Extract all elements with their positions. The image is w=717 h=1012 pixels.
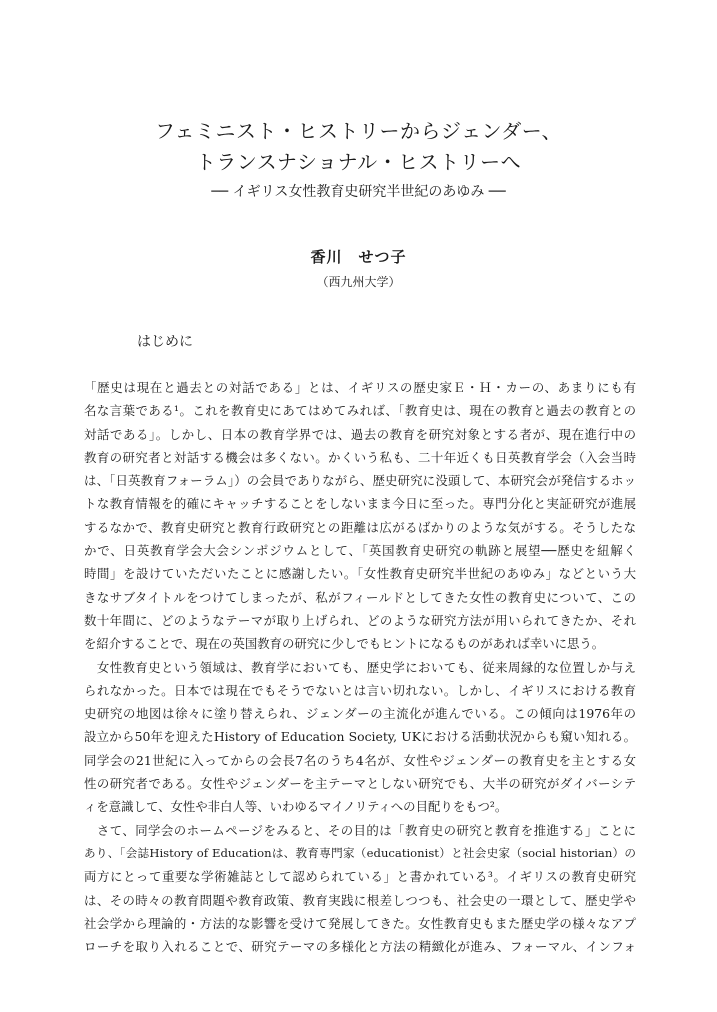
body-line: 設立から50年を迎えたHistory of Education Society, UKにおける活動状況からも窺い知れる。	[84, 729, 636, 745]
body-line: するなかで、教育史研究と教育行政研究との距離は広がるばかりのような気がする。そうしたな	[84, 519, 636, 535]
body-line: 両方にとって重要な学術雑誌として認められている」と書かれている³。イギリスの教育史研究	[84, 869, 636, 885]
body-line: 教育の研究者と対話する機会は多くない。かくいう私も、二十年近くも日英教育学会（入会当時	[84, 449, 636, 465]
body-line: 同学会の21世紀に入ってからの会長7名のうち4名が、女性やジェンダーの教育史を主とする女	[84, 752, 636, 768]
body-line: かで、日英教育学会大会シンポジウムとして、「英国教育史研究の軌跡と展望──歴史を紐解く	[84, 543, 636, 559]
subtitle: ── イギリス女性教育史研究半世紀のあゆみ ──	[211, 184, 506, 200]
body-line: 数十年間に、どのようなテーマが取り上げられ、どのような研究方法が用いられてきたか、それ	[84, 612, 636, 628]
body-line: られなかった。日本では現在でもそうでないとは言い切れない。しかし、イギリスにおける教育	[84, 682, 636, 698]
body-line: 性の研究者である。女性やジェンダーを主テーマとしない研究でも、大半の研究がダイバーシテ	[84, 776, 636, 792]
body-line: 社会学から理論的・方法的な影響を受けて発展してきた。女性教育史もまた歴史学の様々なアプ	[84, 915, 636, 931]
body-line: 対話である」。しかし、日本の教育学界では、過去の教育を研究対象とする者が、現在進行中の	[84, 426, 636, 442]
author-affiliation: （西九州大学）	[316, 275, 401, 289]
body-line: は、その時々の教育問題や教育政策、教育実践に根差しつつも、社会史の一環として、歴史学や	[84, 892, 636, 908]
body-line: は、「日英教育フォーラム」）の会員でありながら、歴史研究に没頭して、本研究会が発信するホッ	[84, 473, 636, 489]
body-line: 「歴史は現在と過去との対話である」とは、イギリスの歴史家Ｅ・Ｈ・カーの、あまりにも有	[84, 380, 636, 395]
title-line-2: トランスナショナル・ヒストリーへ	[195, 150, 522, 174]
section-heading: はじめに	[137, 334, 193, 350]
body-line: 女性教育史という領域は、教育学においても、歴史学においても、従来周縁的な位置しか与え	[84, 659, 636, 675]
body-line: 時間」を設けていただいたことに感謝したい。「女性教育史研究半世紀のあゆみ」などという大	[84, 566, 636, 582]
body-line: ィを意識して、女性や非白人等、いわゆるマイノリティへの目配りをもつ²。	[84, 799, 508, 815]
body-line: きなサブタイトルをつけてしまったが、私がフィールドとしてきた女性の教育史について、この	[84, 589, 636, 605]
body-line: を紹介することで、現在の英国教育の研究に少しでもヒントになるものがあれば幸いに思う。	[84, 636, 605, 652]
body-line: 史研究の地図は徐々に塗り替えられ、ジェンダーの主流化が進んでいる。この傾向は1976年の	[84, 706, 636, 722]
body-line: トな教育情報を的確にキャッチすることをしないまま今日に至った。専門分化と実証研究が進展	[84, 496, 636, 512]
body-line: 名な言葉である¹。これを教育史にあてはめてみれば、「教育史は、現在の教育と過去の教育との	[84, 403, 636, 419]
body-text	[84, 376, 636, 958]
body-line: さて、同学会のホームページをみると、その目的は「教育史の研究と教育を推進する」ことに	[84, 822, 636, 838]
body-line: あり、「会誌History of Educationは、教育専門家（educationist）と社会史家（social historian）の	[84, 845, 636, 860]
title-line-1: フェミニスト・ヒストリーからジェンダー、	[155, 119, 562, 143]
author-name: 香川 せつ子	[310, 248, 407, 266]
body-line: ローチを取り入れることで、研究テーマの多様化と方法の精緻化が進み、フォーマル、インフォ	[84, 939, 636, 955]
